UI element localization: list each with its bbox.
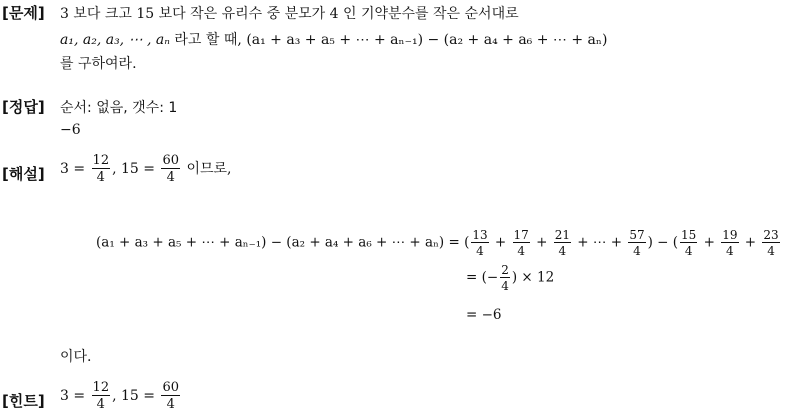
solution-equation-row-3: = −6	[466, 307, 502, 323]
fraction-num: 12	[92, 153, 110, 168]
fraction	[721, 229, 738, 257]
fraction-num: 23	[763, 228, 779, 242]
row2-suffix: ) × 12	[511, 269, 555, 286]
solution-label: [해설]	[2, 165, 45, 183]
fraction-den: 4	[501, 279, 509, 293]
fraction-num: 60	[162, 380, 179, 395]
fraction-den: 4	[767, 244, 775, 258]
dots: + ⋯ +	[573, 234, 627, 251]
hint-a: 3 =	[60, 388, 86, 404]
problem-expression: (a₁ + a₃ + a₅ + ⋯ + aₙ₋₁) − (a₂ + a₄ + a₆ + ⋯ + aₙ)	[246, 32, 608, 48]
fraction-60-4	[161, 154, 180, 184]
fraction-den: 4	[558, 244, 567, 258]
problem-line-3: 를 구하여라.	[60, 56, 137, 72]
solution-intro	[60, 154, 231, 184]
fraction	[628, 229, 645, 257]
fraction-den: 4	[517, 244, 525, 258]
fraction	[762, 229, 779, 257]
fraction-num: 12	[92, 380, 110, 395]
fraction-num: 17	[513, 228, 529, 242]
fraction-num: 15	[681, 228, 697, 242]
fraction	[471, 229, 488, 257]
fraction-den: 4	[96, 397, 105, 412]
hint-line	[60, 381, 182, 411]
fraction-2-4	[500, 264, 510, 292]
hint-label: [힌트]	[2, 392, 45, 410]
solution-intro-a: 3 =	[60, 161, 86, 177]
fraction-den: 4	[166, 397, 175, 412]
fraction-num: 60	[162, 153, 179, 168]
fraction	[554, 229, 571, 257]
answer-label: [정답]	[2, 98, 45, 116]
fraction-num: 2	[501, 263, 509, 277]
sequence-terms: a₁, a₂, a₃, ⋯ , aₙ	[60, 32, 170, 48]
fraction-num: 21	[554, 228, 571, 242]
fraction-den: 4	[96, 170, 105, 185]
equation-lhs: (a₁ + a₃ + a₅ + ⋯ + aₙ₋₁) − (a₂ + a₄ + a₆ + ⋯ + aₙ) = (	[96, 234, 470, 251]
problem-line-2	[60, 29, 607, 49]
fraction	[680, 229, 697, 257]
fraction-den: 4	[684, 244, 693, 258]
solution-equation-row-2	[466, 264, 554, 292]
fraction-num: 19	[722, 228, 738, 242]
solution-intro-b: , 15 =	[112, 161, 155, 177]
fraction-12-4	[92, 381, 111, 411]
solution-intro-c: 이므로,	[182, 161, 232, 177]
problem-line-2-text: 라고 할 때,	[169, 32, 247, 48]
row2-prefix: = (−	[466, 269, 499, 286]
fraction-12-4	[92, 154, 111, 184]
problem-label: [문제]	[2, 4, 45, 22]
problem-line-1: 3 보다 크고 15 보다 작은 유리수 중 분모가 4 인 기약분수를 작은 순서대로	[60, 6, 519, 22]
answer-value: −6	[60, 122, 81, 138]
fraction-den: 4	[476, 244, 484, 258]
fraction-den: 4	[633, 244, 641, 258]
fraction-den: 4	[726, 244, 734, 258]
fraction-den: 4	[166, 170, 175, 185]
solution-equation-row-1: (a₁ + a₃ + a₅ + ⋯ + aₙ₋₁) − (a₂ + a₄ + a₆ + ⋯ + aₙ) = ( $\frac{13}{4}$ + $\frac{17}{4}$ + $\frac{21}{4}$ + ⋯ + $\frac{57}{4}$ ) − ( $\frac{15}{4}$ + $\frac{19}{4}$ + $\frac{23}{4}$	[96, 228, 779, 258]
fraction	[513, 229, 530, 257]
answer-line-1: 순서: 없음, 갯수: 1	[60, 100, 178, 116]
fraction-60-4	[161, 381, 180, 411]
minus-paren: ) − (	[647, 234, 679, 251]
fraction-num: 13	[472, 228, 488, 242]
solution-outro: 이다.	[60, 349, 92, 365]
hint-b: , 15 =	[112, 388, 155, 404]
fraction-num: 57	[629, 228, 645, 242]
